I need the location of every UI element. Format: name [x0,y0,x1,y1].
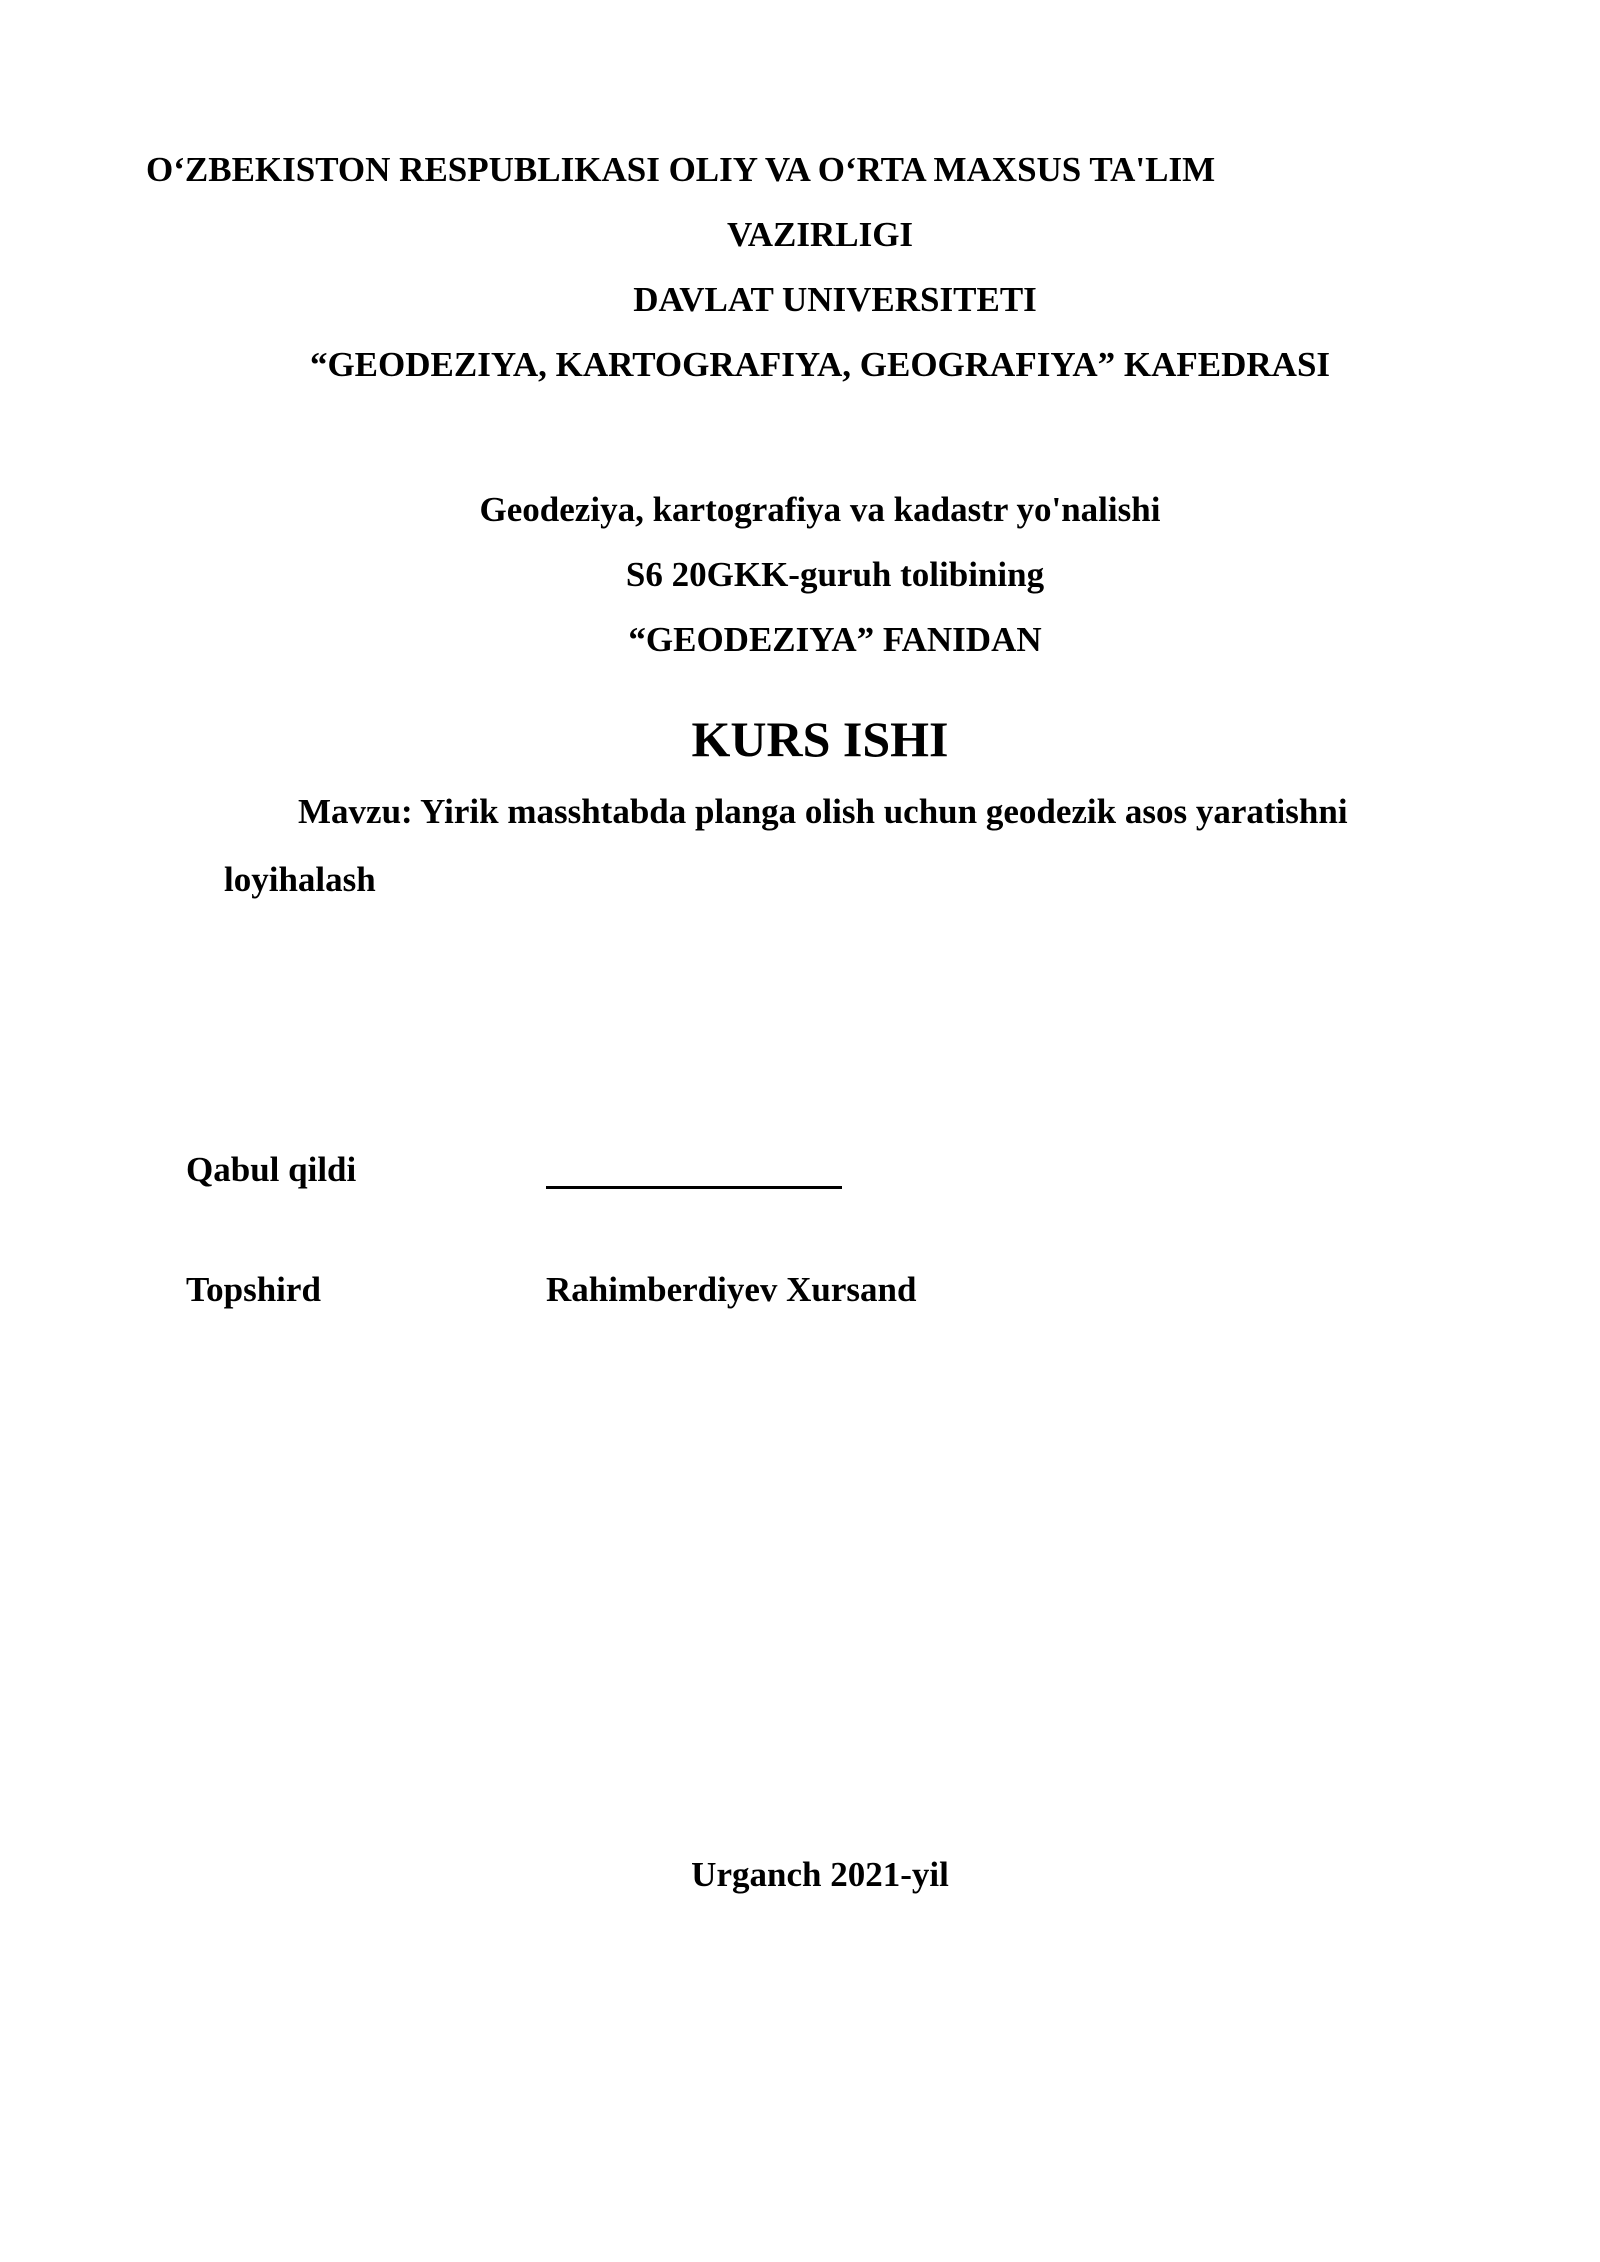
subject-line: “GEODEZIYA” FANIDAN [628,620,1042,659]
submitted-by-label: Topshird [186,1270,321,1309]
topic-line-1: Mavzu: Yirik masshtabda planga olish uchun geodezik asos yaratishni [298,792,1348,831]
topic-line-2: loyihalash [224,860,376,899]
document-title: KURS ISHI [691,711,949,767]
university-name: DAVLAT UNIVERSITETI [633,280,1037,319]
accepted-by-label: Qabul qildi [186,1150,357,1189]
direction-line: Geodeziya, kartografiya va kadastr yo'nalishi [479,490,1161,529]
submitter-name: Rahimberdiyev Xursand [546,1270,917,1309]
department-name: “GEODEZIYA, KARTOGRAFIYA, GEOGRAFIYA” KAFEDRASI [309,345,1331,384]
group-line: S6 20GKK-guruh tolibining [625,555,1045,594]
signature-blank-line [546,1186,842,1189]
ministry-line-1: O‘ZBEKISTON RESPUBLIKASI OLIY VA O‘RTA MAXSUS TA'LIM [146,150,1216,189]
ministry-line-2: VAZIRLIGI [726,215,914,254]
city-year: Urganch 2021-yil [691,1855,949,1894]
